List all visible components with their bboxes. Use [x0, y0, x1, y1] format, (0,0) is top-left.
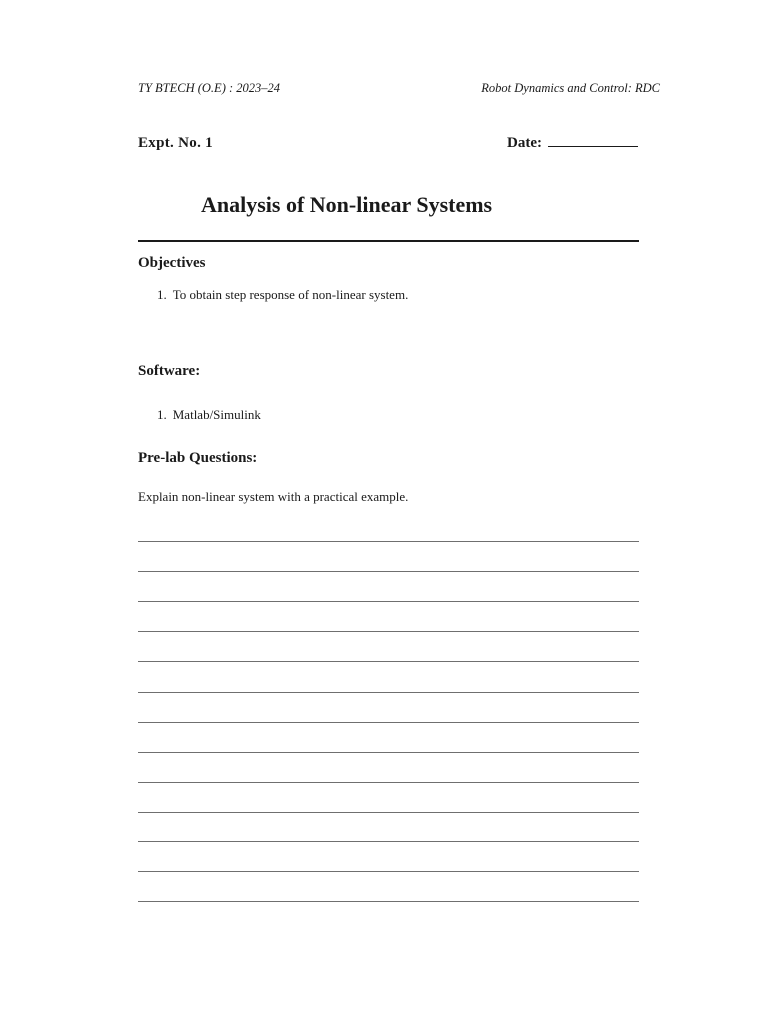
answer-line [138, 752, 639, 753]
answer-line [138, 812, 639, 813]
date-field [507, 135, 638, 152]
software-item [157, 407, 261, 423]
header-course: TY BTECH (O.E) : 2023–24 [138, 81, 281, 95]
objective-item-text: To obtain step response of non-linear system. [172, 287, 409, 302]
answer-line [138, 571, 639, 572]
answer-line [138, 661, 639, 662]
objective-item [157, 287, 408, 303]
software-item-number: 1. [157, 407, 167, 422]
objective-item-number: 1. [157, 287, 167, 302]
answer-line [138, 692, 639, 693]
prelab-question: Explain non-linear system with a practical example. [138, 489, 409, 504]
answer-line [138, 631, 639, 632]
answer-line [138, 841, 639, 842]
answer-line [138, 601, 639, 602]
objectives-heading: Objectives [138, 255, 206, 271]
date-blank-line [548, 135, 638, 147]
date-label: Date: [507, 135, 542, 151]
software-item-text: Matlab/Simulink [172, 407, 261, 422]
answer-line [138, 901, 639, 902]
header-subject: Robot Dynamics and Control: RDC [481, 81, 660, 95]
answer-line [138, 871, 639, 872]
answer-line [138, 541, 639, 542]
answer-line [138, 722, 639, 723]
software-heading: Software: [138, 363, 201, 379]
prelab-heading: Pre-lab Questions: [138, 450, 258, 466]
page-title: Analysis of Non-linear Systems [201, 192, 493, 217]
answer-line [138, 782, 639, 783]
title-rule [138, 240, 639, 242]
experiment-number: Expt. No. 1 [138, 135, 213, 151]
